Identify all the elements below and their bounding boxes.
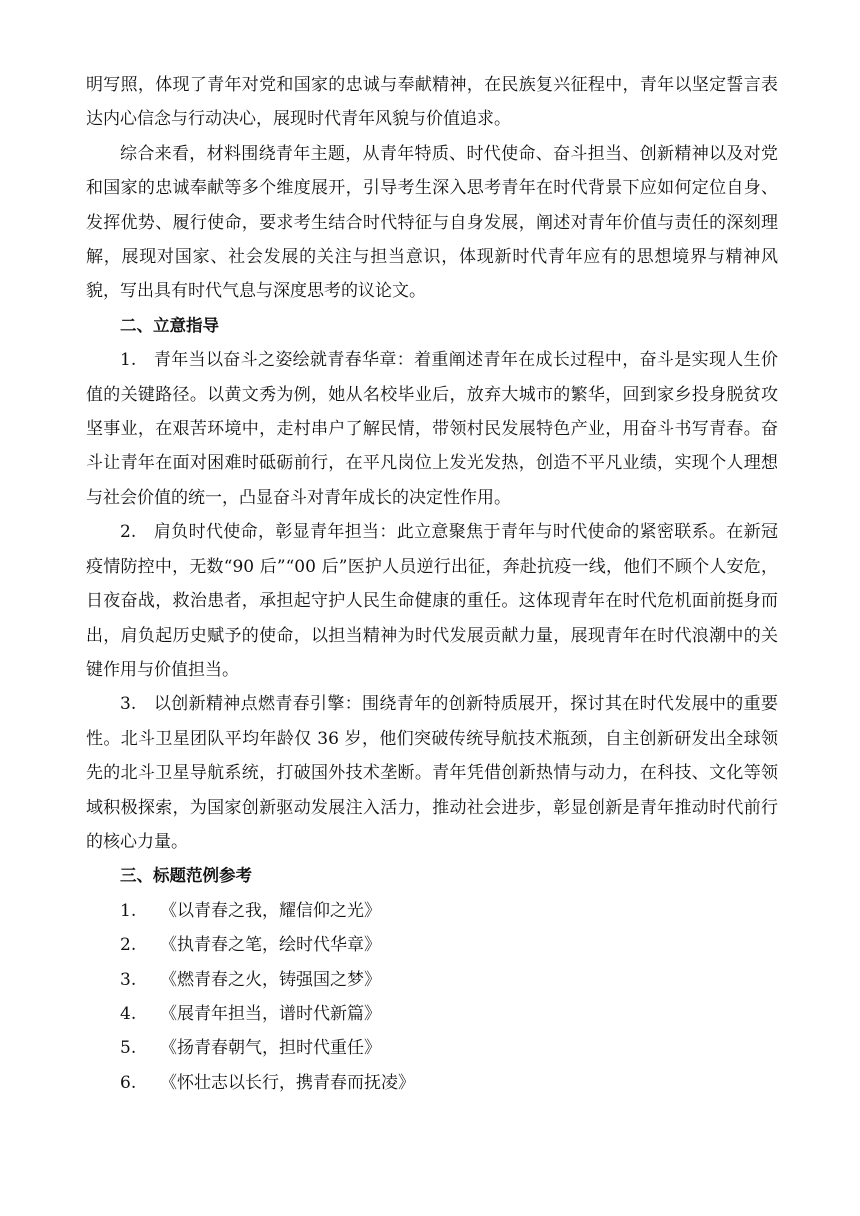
title-example: 《怀壮志以长行，携青春而抚凌》: [160, 1072, 415, 1093]
list-number: 2.: [120, 935, 137, 956]
title-example: 《以青春之我，耀信仰之光》: [160, 900, 381, 921]
document-page: [86, 68, 778, 1100]
list-item: [86, 894, 778, 928]
summary-paragraph: 综合来看，材料围绕青年主题，从青年特质、时代使命、奋斗担当、创新精神以及对党和国家的忠诚奉献等多个维度展开，引导考生深入思考青年在时代背景下应如何定位自身、发挥优势、履行使命，要求考生结合时代特征与自身发展，阐述对青年价值与责任的深刻理解，展现对国家、社会发展的关注与担当意识，体现新时代青年应有的思想境界与精神风貌，写出具有时代气息与深度思考的议论文。: [86, 143, 778, 302]
list-number: 1.: [120, 900, 137, 921]
title-example: 《燃青春之火，铸强国之梦》: [160, 969, 381, 990]
list-item: [86, 1066, 778, 1100]
guidance-item-3: 3. 以创新精神点燃青春引擎：围绕青年的创新特质展开，探讨其在时代发展中的重要性。北斗卫星团队平均年龄仅 36 岁，他们突破传统导航技术瓶颈，自主创新研发出全球领先的北斗卫星导航系统，打破国外技术垄断。青年凭借创新热情与动力，在科技、文化等领域积极探索，为国家创新驱动发展注入活力，推动社会进步，彰显创新是青年推动时代前行的核心力量。: [86, 694, 778, 852]
list-number: 4.: [120, 1003, 137, 1024]
section-heading-titles: 三、标题范例参考: [120, 866, 252, 886]
list-number: 3.: [120, 969, 137, 990]
section-heading-guidance: 二、立意指导: [120, 315, 219, 335]
title-example: 《扬青春朝气，担时代重任》: [160, 1038, 381, 1059]
title-example: 《展青年担当，谱时代新篇》: [160, 1003, 381, 1024]
guidance-item-1: 1. 青年当以奋斗之姿绘就青春华章：着重阐述青年在成长过程中，奋斗是实现人生价值的关键路径。以黄文秀为例，她从名校毕业后，放弃大城市的繁华，回到家乡投身脱贫攻坚事业，在艰苦环境中，走村串户了解民情，带领村民发展特色产业，用奋斗书写青春。奋斗让青年在面对困难时砥砺前行，在平凡岗位上发光发热，创造不平凡业绩，实现个人理想与社会价值的统一，凸显奋斗对青年成长的决定性作用。: [86, 350, 778, 508]
list-item: [86, 997, 778, 1031]
list-item: [86, 963, 778, 997]
list-number: 5.: [120, 1038, 137, 1059]
list-item: [86, 1031, 778, 1065]
guidance-item-2: 2. 肩负时代使命，彰显青年担当：此立意聚焦于青年与时代使命的紧密联系。在新冠疫情防控中，无数“90 后”“00 后”医护人员逆行出征，奔赴抗疫一线，他们不顾个人安危，日夜奋战，救治患者，承担起守护人民生命健康的重任。这体现青年在时代危机面前挺身而出，肩负起历史赋予的使命，以担当精神为时代发展贡献力量，展现青年在时代浪潮中的关键作用与价值担当。: [86, 522, 778, 680]
list-number: 6.: [120, 1072, 137, 1093]
list-item: [86, 928, 778, 962]
continued-paragraph: 明写照，体现了青年对党和国家的忠诚与奉献精神，在民族复兴征程中，青年以坚定誓言表达内心信念与行动决心，展现时代青年风貌与价值追求。: [86, 75, 778, 130]
title-example: 《执青春之笔，绘时代华章》: [160, 935, 381, 956]
title-examples-list: [86, 894, 778, 1100]
